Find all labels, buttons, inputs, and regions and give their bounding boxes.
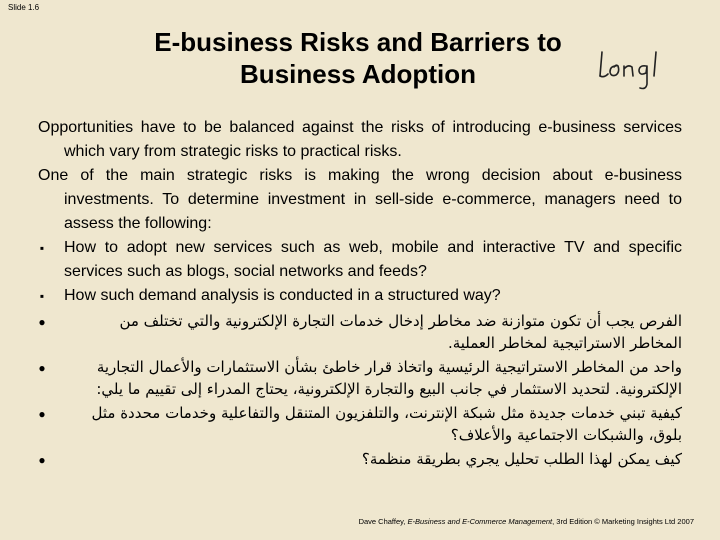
- slide-title: E-business Risks and Barriers to Business Adoption: [154, 27, 562, 89]
- bullet-icon: ▪: [39, 289, 45, 303]
- footer-citation: [334, 517, 694, 526]
- bullet-icon: ●: [38, 407, 46, 421]
- footer-edition: , 3rd Edition © Marketing Insights Ltd 2007: [552, 517, 694, 526]
- list-item: [38, 236, 682, 284]
- list-item-arabic: [38, 310, 682, 354]
- footer-book-title: E-Business and E-Commerce Management: [407, 517, 553, 526]
- arabic-text: الفرص يجب أن تكون متوازنة ضد مخاطر إدخال خدمات التجارة الإلكترونية والتي تختلف من المخاطر الاستراتيجية لمخاطر العملية.: [119, 312, 682, 352]
- list-item-text: How such demand analysis is conducted in a structured way?: [64, 287, 501, 304]
- long-logo-icon: [594, 46, 680, 96]
- bullet-icon: ●: [38, 453, 46, 467]
- paragraph: Opportunities have to be balanced against the risks of introducing e-business services which vary from strategic risks to practical risks.: [38, 119, 682, 160]
- list-item-text: How to adopt new services such as web, mobile and interactive TV and specific services such as blogs, social networks and feeds?: [64, 239, 682, 280]
- arabic-text: واحد من المخاطر الاستراتيجية الرئيسية واتخاذ قرار خاطئ بشأن الاستثمارات والأعمال التجارية الإلكترونية. لتحديد الاستثمار في جانب البيع والتجارة الإلكترونية، يحتاج المدراء إلى تقييم ما يلي:: [96, 358, 682, 398]
- bullet-icon: ●: [38, 361, 46, 375]
- bullet-icon: ●: [38, 315, 46, 329]
- slide-number: Slide 1.6: [8, 3, 40, 12]
- list-item-arabic: [38, 402, 682, 446]
- arabic-text: كيفية تبني خدمات جديدة مثل شبكة الإنترنت، والتلفزيون المتنقل والتفاعلية وخدمات محددة مثل بلوق، والشبكات الاجتماعية والأعلاف؟: [91, 404, 682, 444]
- footer-author: Dave Chaffey,: [358, 517, 408, 526]
- list-item-arabic: [38, 448, 682, 470]
- slide-content: [38, 116, 682, 470]
- bullet-icon: ▪: [39, 241, 45, 255]
- paragraph: One of the main strategic risks is making the wrong decision about e-business investments. To determine investment in sell-side e-commerce, managers need to assess the following:: [38, 167, 682, 232]
- arabic-text: كيف يمكن لهذا الطلب تحليل يجري بطريقة منظمة؟: [361, 450, 682, 468]
- list-item-arabic: [38, 356, 682, 400]
- list-item: [38, 284, 682, 308]
